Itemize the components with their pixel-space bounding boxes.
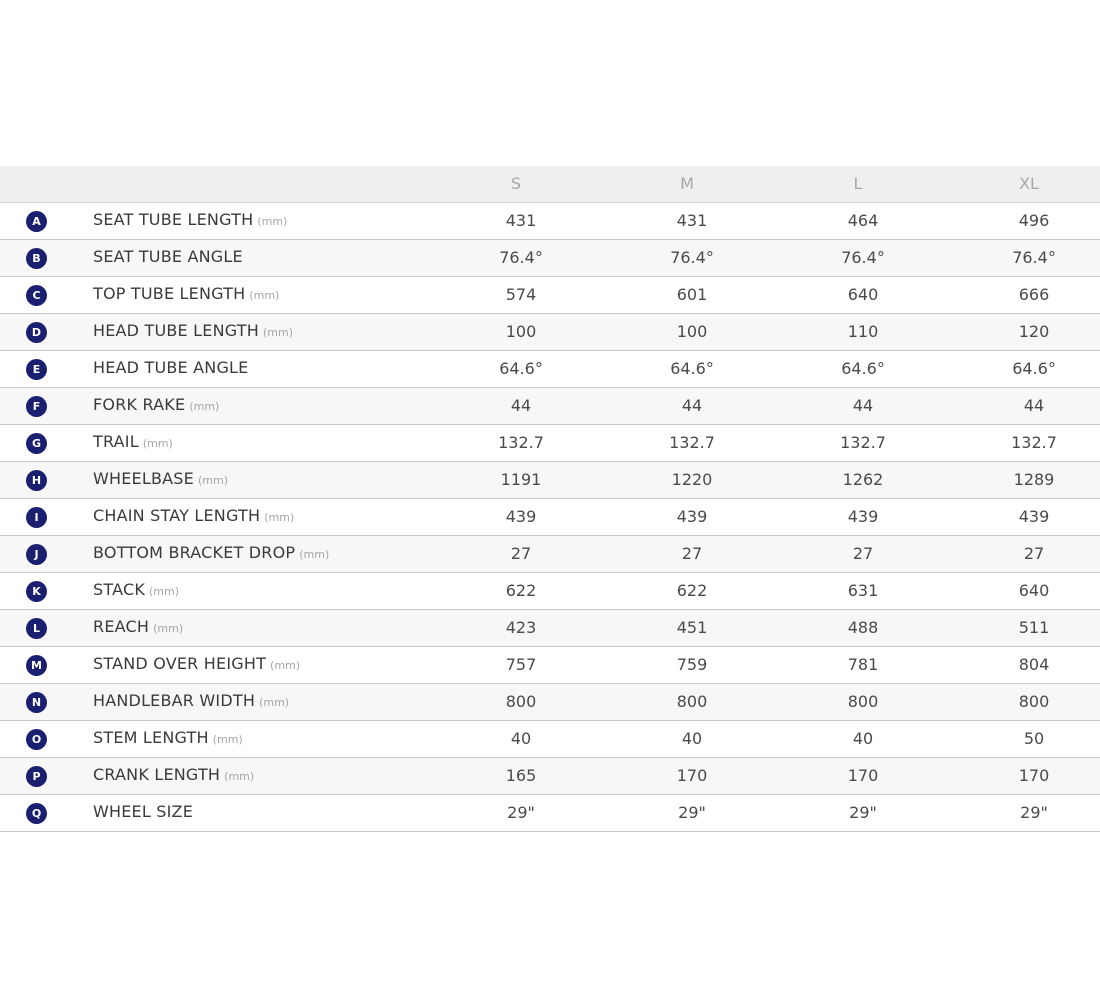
measure-letter-badge: N [26, 692, 47, 713]
measure-name: BOTTOM BRACKET DROP [93, 543, 296, 562]
measure-letter-badge: M [26, 655, 47, 676]
measure-value-s: 27 [510, 544, 532, 563]
measure-name: HEAD TUBE ANGLE [93, 358, 249, 377]
measure-value-xl: 50 [1023, 729, 1045, 748]
measure-label [93, 499, 294, 535]
measure-unit: (mm) [142, 437, 173, 450]
measure-value-m: 170 [676, 766, 708, 785]
measure-label [93, 462, 228, 498]
measure-value-s: 44 [510, 396, 532, 415]
measure-unit: (mm) [270, 659, 301, 672]
measure-letter-badge: H [26, 470, 47, 491]
measure-value-l: 800 [847, 692, 879, 711]
measure-value-xl: 64.6° [1012, 359, 1056, 378]
measure-value-s: 132.7 [498, 433, 544, 452]
measure-value-l: 110 [847, 322, 879, 341]
measure-value-m: 29" [678, 803, 706, 822]
measure-value-m: 431 [676, 211, 708, 230]
measure-name: FORK RAKE [93, 395, 186, 414]
measure-letter-badge: L [26, 618, 47, 639]
measure-letter-badge: J [26, 544, 47, 565]
measure-value-s: 431 [505, 211, 537, 230]
measure-letter-badge: Q [26, 803, 47, 824]
measure-value-xl: 29" [1020, 803, 1048, 822]
measure-value-xl: 170 [1018, 766, 1050, 785]
measure-letter-badge: G [26, 433, 47, 454]
size-header-s: S [510, 174, 522, 193]
measure-unit: (mm) [197, 474, 228, 487]
measure-name: STACK [93, 580, 146, 599]
measure-letter-badge: A [26, 211, 47, 232]
measure-unit: (mm) [212, 733, 243, 746]
measure-value-s: 165 [505, 766, 537, 785]
table-row [0, 388, 1100, 425]
table-row [0, 314, 1100, 351]
measure-value-m: 76.4° [670, 248, 714, 267]
measure-name: SEAT TUBE ANGLE [93, 247, 243, 266]
measure-name: STEM LENGTH [93, 728, 209, 747]
measure-name: SEAT TUBE LENGTH [93, 210, 254, 229]
measure-unit: (mm) [249, 289, 280, 302]
measure-value-m: 27 [681, 544, 703, 563]
table-body [0, 203, 1100, 832]
measure-unit: (mm) [189, 400, 220, 413]
measure-value-m: 800 [676, 692, 708, 711]
table-row [0, 647, 1100, 684]
measure-name: REACH [93, 617, 150, 636]
measure-value-l: 27 [852, 544, 874, 563]
table-row [0, 795, 1100, 832]
measure-value-m: 439 [676, 507, 708, 526]
measure-value-s: 439 [505, 507, 537, 526]
measure-label [93, 388, 219, 424]
measure-unit: (mm) [257, 215, 288, 228]
size-header-m: M [680, 174, 694, 193]
measure-label [93, 647, 300, 683]
table-header [0, 166, 1100, 203]
measure-value-xl: 27 [1023, 544, 1045, 563]
measure-value-xl: 1289 [1013, 470, 1055, 489]
measure-value-xl: 800 [1018, 692, 1050, 711]
measure-name: TRAIL [93, 432, 139, 451]
measure-value-xl: 76.4° [1012, 248, 1056, 267]
measure-value-s: 76.4° [499, 248, 543, 267]
measure-label [93, 425, 173, 461]
table-row [0, 277, 1100, 314]
table-row [0, 351, 1100, 388]
measure-letter-badge: C [26, 285, 47, 306]
measure-value-m: 1220 [671, 470, 713, 489]
measure-label [93, 573, 179, 609]
measure-value-m: 601 [676, 285, 708, 304]
measure-label [93, 351, 248, 387]
measure-value-l: 439 [847, 507, 879, 526]
measure-value-s: 757 [505, 655, 537, 674]
table-row [0, 684, 1100, 721]
measure-value-m: 759 [676, 655, 708, 674]
measure-name: WHEEL SIZE [93, 802, 194, 821]
measure-value-s: 622 [505, 581, 537, 600]
measure-label [93, 277, 279, 313]
measure-value-m: 64.6° [670, 359, 714, 378]
measure-unit: (mm) [153, 622, 184, 635]
table-row [0, 573, 1100, 610]
table-row [0, 610, 1100, 647]
measure-value-m: 622 [676, 581, 708, 600]
measure-label [93, 536, 329, 572]
measure-value-s: 64.6° [499, 359, 543, 378]
measure-value-l: 1262 [842, 470, 884, 489]
measure-unit: (mm) [262, 326, 293, 339]
measure-name: HANDLEBAR WIDTH [93, 691, 256, 710]
measure-label [93, 795, 193, 831]
table-row [0, 240, 1100, 277]
geometry-table [0, 166, 1100, 832]
measure-unit: (mm) [264, 511, 295, 524]
measure-value-m: 132.7 [669, 433, 715, 452]
table-row [0, 499, 1100, 536]
measure-value-s: 800 [505, 692, 537, 711]
measure-value-s: 29" [507, 803, 535, 822]
measure-value-l: 631 [847, 581, 879, 600]
measure-name: CRANK LENGTH [93, 765, 221, 784]
measure-value-xl: 120 [1018, 322, 1050, 341]
measure-name: CHAIN STAY LENGTH [93, 506, 261, 525]
table-row [0, 536, 1100, 573]
table-row [0, 203, 1100, 240]
measure-value-s: 40 [510, 729, 532, 748]
measure-name: TOP TUBE LENGTH [93, 284, 246, 303]
measure-letter-badge: B [26, 248, 47, 269]
measure-unit: (mm) [259, 696, 290, 709]
measure-letter-badge: D [26, 322, 47, 343]
measure-value-l: 488 [847, 618, 879, 637]
table-row [0, 758, 1100, 795]
measure-unit: (mm) [224, 770, 255, 783]
measure-letter-badge: P [26, 766, 47, 787]
measure-name: WHEELBASE [93, 469, 194, 488]
measure-label [93, 203, 287, 239]
measure-label [93, 721, 243, 757]
measure-value-l: 29" [849, 803, 877, 822]
measure-value-s: 423 [505, 618, 537, 637]
measure-value-l: 64.6° [841, 359, 885, 378]
size-header-xl: XL [1019, 174, 1039, 193]
table-row [0, 721, 1100, 758]
measure-label [93, 314, 293, 350]
measure-label [93, 240, 243, 276]
measure-value-l: 132.7 [840, 433, 886, 452]
measure-label [93, 684, 289, 720]
measure-value-m: 100 [676, 322, 708, 341]
measure-value-m: 451 [676, 618, 708, 637]
measure-value-l: 40 [852, 729, 874, 748]
measure-value-s: 574 [505, 285, 537, 304]
measure-letter-badge: K [26, 581, 47, 602]
measure-value-l: 781 [847, 655, 879, 674]
table-row [0, 462, 1100, 499]
measure-value-l: 640 [847, 285, 879, 304]
measure-value-xl: 666 [1018, 285, 1050, 304]
measure-value-l: 464 [847, 211, 879, 230]
measure-label [93, 758, 254, 794]
measure-value-xl: 439 [1018, 507, 1050, 526]
measure-name: HEAD TUBE LENGTH [93, 321, 259, 340]
measure-value-s: 1191 [500, 470, 542, 489]
measure-value-m: 40 [681, 729, 703, 748]
measure-value-xl: 44 [1023, 396, 1045, 415]
measure-letter-badge: I [26, 507, 47, 528]
measure-label [93, 610, 183, 646]
measure-letter-badge: E [26, 359, 47, 380]
measure-name: STAND OVER HEIGHT [93, 654, 267, 673]
table-row [0, 425, 1100, 462]
measure-value-xl: 496 [1018, 211, 1050, 230]
size-header-l: L [853, 174, 863, 193]
measure-value-xl: 804 [1018, 655, 1050, 674]
measure-value-s: 100 [505, 322, 537, 341]
measure-value-l: 170 [847, 766, 879, 785]
measure-unit: (mm) [149, 585, 180, 598]
measure-value-xl: 640 [1018, 581, 1050, 600]
measure-unit: (mm) [299, 548, 330, 561]
measure-letter-badge: F [26, 396, 47, 417]
measure-value-xl: 132.7 [1011, 433, 1057, 452]
measure-value-xl: 511 [1018, 618, 1050, 637]
measure-letter-badge: O [26, 729, 47, 750]
measure-value-l: 44 [852, 396, 874, 415]
measure-value-l: 76.4° [841, 248, 885, 267]
measure-value-m: 44 [681, 396, 703, 415]
